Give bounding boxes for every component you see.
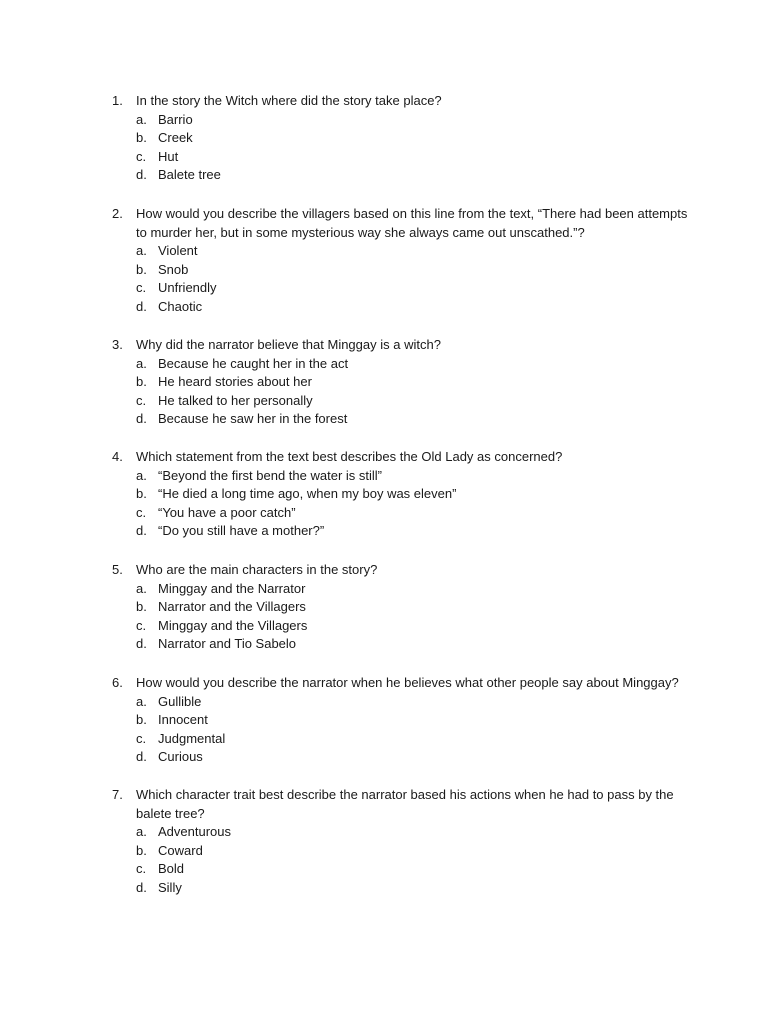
option-d bbox=[0, 879, 768, 898]
question-number: 3. bbox=[112, 337, 123, 352]
option-letter: c. bbox=[136, 148, 147, 164]
option-letter: a. bbox=[136, 111, 147, 127]
question-line bbox=[0, 224, 768, 243]
question-3 bbox=[0, 336, 768, 429]
option-text: Minggay and the Villagers bbox=[158, 617, 308, 633]
option-text: Curious bbox=[158, 749, 203, 765]
option-letter: b. bbox=[136, 130, 147, 146]
question-line bbox=[0, 805, 768, 824]
option-b bbox=[0, 373, 768, 392]
option-d bbox=[0, 166, 768, 185]
option-letter: a. bbox=[136, 580, 147, 596]
option-a bbox=[0, 693, 768, 712]
question-text: In the story the Witch where did the story take place? bbox=[136, 93, 442, 108]
option-text: Creek bbox=[158, 130, 193, 146]
option-letter: d. bbox=[136, 749, 147, 765]
option-text: Balete tree bbox=[158, 167, 221, 183]
option-b bbox=[0, 129, 768, 148]
option-text: Narrator and Tio Sabelo bbox=[158, 636, 297, 652]
option-c bbox=[0, 392, 768, 411]
option-text: “He died a long time ago, when my boy was eleven” bbox=[158, 486, 457, 502]
option-text: He heard stories about her bbox=[158, 374, 312, 390]
option-letter: d. bbox=[136, 298, 147, 314]
question-line bbox=[0, 448, 768, 467]
option-letter: b. bbox=[136, 261, 147, 277]
option-letter: b. bbox=[136, 374, 147, 390]
option-letter: c. bbox=[136, 280, 147, 296]
option-letter: c. bbox=[136, 861, 147, 877]
option-letter: b. bbox=[136, 712, 147, 728]
option-text: Chaotic bbox=[158, 298, 203, 314]
option-d bbox=[0, 410, 768, 429]
option-letter: b. bbox=[136, 599, 147, 615]
question-text: How would you describe the villagers based on this line from the text, “There had been attempts bbox=[136, 206, 688, 221]
question-text: Which statement from the text best describes the Old Lady as concerned? bbox=[136, 449, 563, 464]
option-letter: c. bbox=[136, 504, 147, 520]
question-line bbox=[0, 205, 768, 224]
question-number: 7. bbox=[112, 787, 123, 802]
question-number: 4. bbox=[112, 449, 123, 464]
option-c bbox=[0, 504, 768, 523]
question-6 bbox=[0, 674, 768, 767]
option-letter: d. bbox=[136, 879, 147, 895]
option-a bbox=[0, 355, 768, 374]
question-line bbox=[0, 786, 768, 805]
question-text: to murder her, but in some mysterious way she always came out unscathed.”? bbox=[136, 224, 585, 240]
question-4 bbox=[0, 448, 768, 541]
option-letter: c. bbox=[136, 617, 147, 633]
option-text: “You have a poor catch” bbox=[158, 504, 296, 520]
option-letter: c. bbox=[136, 730, 147, 746]
option-d bbox=[0, 298, 768, 317]
question-line bbox=[0, 92, 768, 111]
option-b bbox=[0, 261, 768, 280]
question-2 bbox=[0, 205, 768, 317]
option-text: Violent bbox=[158, 243, 198, 259]
option-text: Silly bbox=[158, 879, 182, 895]
option-text: “Beyond the first bend the water is still” bbox=[158, 467, 382, 483]
option-c bbox=[0, 730, 768, 749]
option-letter: c. bbox=[136, 392, 147, 408]
option-text: Judgmental bbox=[158, 730, 226, 746]
option-c bbox=[0, 148, 768, 167]
question-text: balete tree? bbox=[136, 805, 205, 821]
option-text: Hut bbox=[158, 148, 179, 164]
option-letter: a. bbox=[136, 693, 147, 709]
question-text: Why did the narrator believe that Minggay is a witch? bbox=[136, 337, 441, 352]
question-line bbox=[0, 674, 768, 693]
option-text: Because he caught her in the act bbox=[158, 355, 349, 371]
option-b bbox=[0, 485, 768, 504]
question-line bbox=[0, 561, 768, 580]
option-text: Innocent bbox=[158, 712, 208, 728]
option-b bbox=[0, 711, 768, 730]
option-a bbox=[0, 111, 768, 130]
question-number: 2. bbox=[112, 206, 123, 221]
option-letter: a. bbox=[136, 355, 147, 371]
option-letter: a. bbox=[136, 467, 147, 483]
option-text: Minggay and the Narrator bbox=[158, 580, 306, 596]
option-letter: d. bbox=[136, 411, 147, 427]
option-d bbox=[0, 635, 768, 654]
question-text: Who are the main characters in the story? bbox=[136, 562, 378, 577]
option-letter: d. bbox=[136, 167, 147, 183]
option-text: Adventurous bbox=[158, 824, 231, 840]
question-text: Which character trait best describe the narrator based his actions when he had to pass by the bbox=[136, 787, 674, 802]
option-b bbox=[0, 842, 768, 861]
option-text: Narrator and the Villagers bbox=[158, 599, 306, 615]
question-5 bbox=[0, 561, 768, 654]
option-letter: d. bbox=[136, 523, 147, 539]
option-text: Snob bbox=[158, 261, 189, 277]
option-text: He talked to her personally bbox=[158, 392, 313, 408]
option-c bbox=[0, 617, 768, 636]
question-text: How would you describe the narrator when he believes what other people say about Minggay? bbox=[136, 675, 679, 690]
option-text: Bold bbox=[158, 861, 185, 877]
option-text: Coward bbox=[158, 842, 203, 858]
question-1 bbox=[0, 92, 768, 185]
option-c bbox=[0, 860, 768, 879]
option-d bbox=[0, 522, 768, 541]
option-letter: d. bbox=[136, 636, 147, 652]
option-a bbox=[0, 467, 768, 486]
option-letter: a. bbox=[136, 824, 147, 840]
option-c bbox=[0, 279, 768, 298]
option-letter: b. bbox=[136, 842, 147, 858]
option-text: Unfriendly bbox=[158, 280, 217, 296]
option-text: Because he saw her in the forest bbox=[158, 411, 348, 427]
option-a bbox=[0, 823, 768, 842]
option-letter: a. bbox=[136, 243, 147, 259]
option-a bbox=[0, 580, 768, 599]
option-text: Gullible bbox=[158, 693, 202, 709]
option-text: “Do you still have a mother?” bbox=[158, 523, 325, 539]
option-text: Barrio bbox=[158, 111, 193, 127]
option-a bbox=[0, 242, 768, 261]
question-number: 1. bbox=[112, 93, 123, 108]
question-line bbox=[0, 336, 768, 355]
option-letter: b. bbox=[136, 486, 147, 502]
question-number: 5. bbox=[112, 562, 123, 577]
option-b bbox=[0, 598, 768, 617]
option-d bbox=[0, 748, 768, 767]
question-number: 6. bbox=[112, 675, 123, 690]
question-7 bbox=[0, 786, 768, 898]
